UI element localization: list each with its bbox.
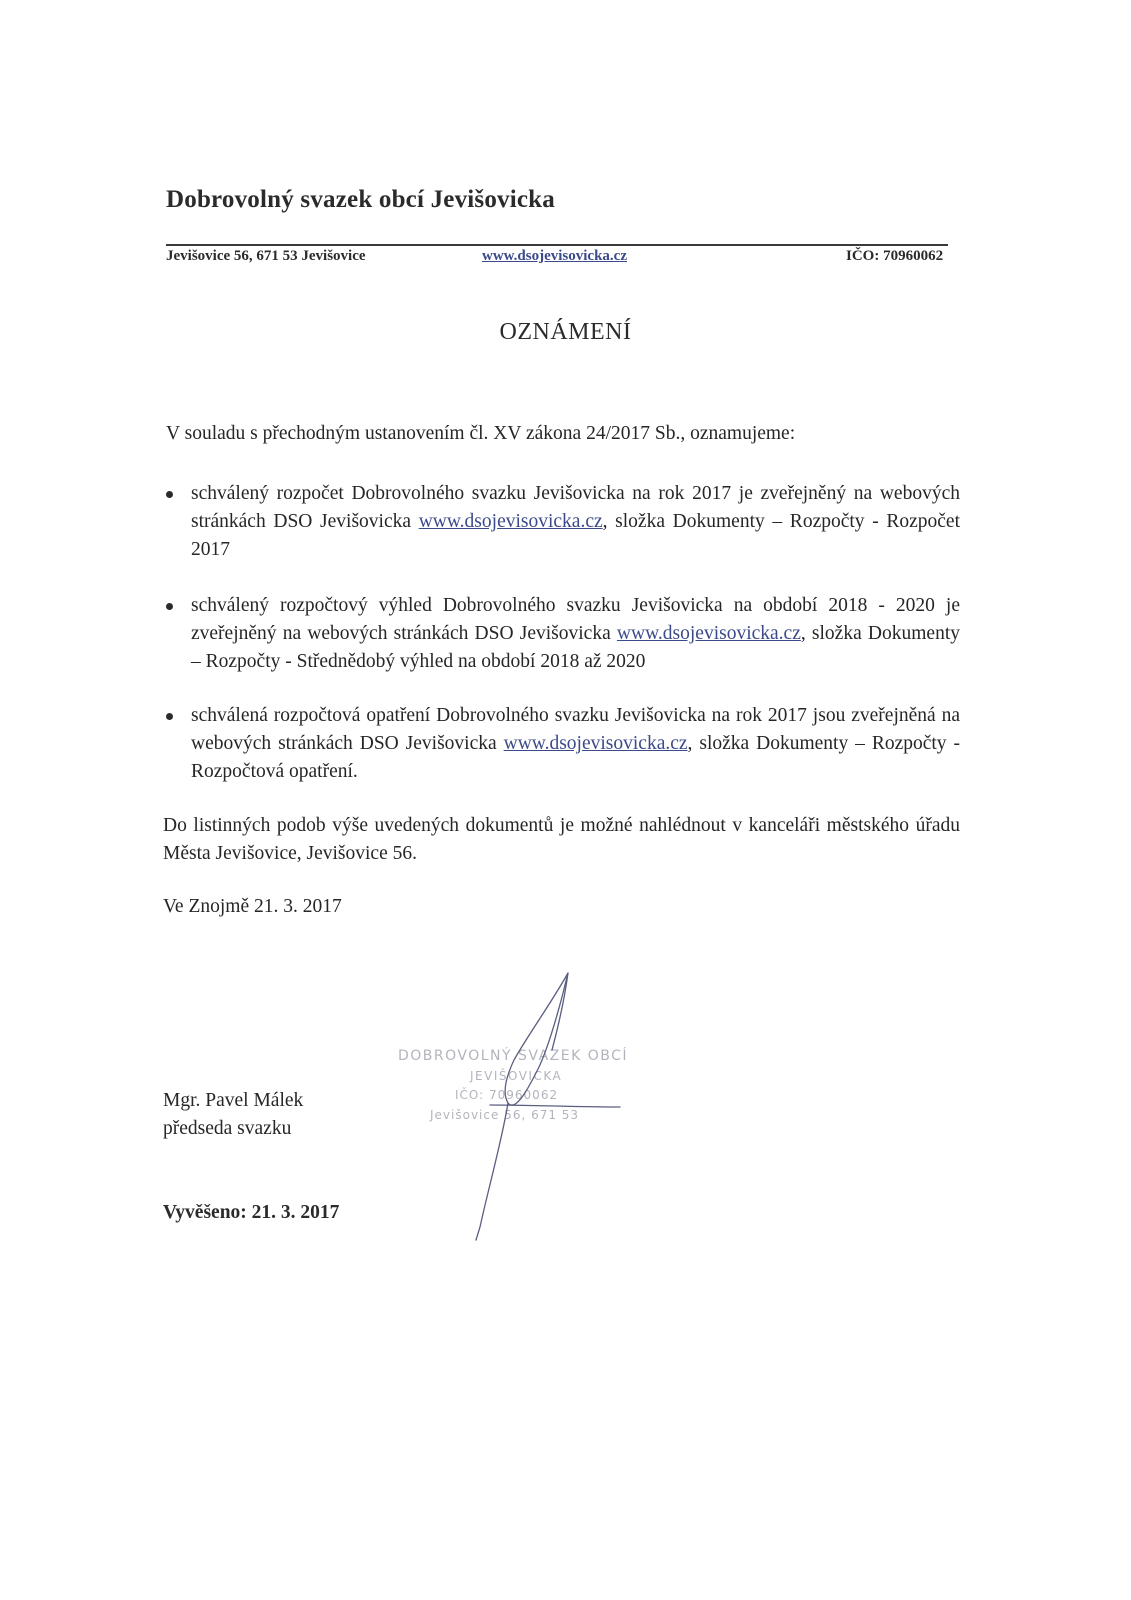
stamp [398,1047,628,1122]
organization-title: Dobrovolný svazek obcí Jevišovicka [166,186,555,213]
list-item [166,592,960,676]
list-item [166,480,960,564]
stamp-signature [390,965,660,1255]
list-item-text-before: schválená rozpočtová opatření Dobrovolného svazku Jevišovicka na rok 2017 jsou zveřejněná na webových stránkách DSO Jevišovicka [191,705,960,754]
website-link[interactable]: www.dsojevisovicka.cz [503,733,688,754]
list-item-text [191,702,960,786]
signer-name: Mgr. Pavel Málek [163,1090,304,1111]
website-link[interactable]: www.dsojevisovicka.cz [418,511,603,532]
list-item-text [191,480,960,564]
bullet-icon [166,491,173,498]
list-item-text-after: , složka Dokumenty – Rozpočty - Střednědobý výhled na období 2018 až 2020 [191,623,961,672]
list-item-text-after: , složka Dokumenty – Rozpočty - Rozpočet 2017 [191,511,961,560]
intro-paragraph: V souladu s přechodným ustanovením čl. XV zákona 24/2017 Sb., oznamujeme: [166,423,796,444]
header-ico: IČO: 70960062 [846,248,944,264]
list-item-text-before: schválený rozpočet Dobrovolného svazku Jevišovicka na rok 2017 je zveřejněný na webových stránkách DSO Jevišovicka [191,483,960,532]
document-title: OZNÁMENÍ [499,319,632,345]
bullet-icon [166,713,173,720]
signer-role: předseda svazku [163,1118,292,1139]
stamp-line-2: JEVIŠOVICKA [470,1069,563,1083]
list-item [166,702,960,786]
stamp-line-3: IČO: 70960062 [455,1088,559,1102]
list-item-text-after: , složka Dokumenty – Rozpočty - Rozpočtová opatření. [191,733,960,782]
closing-paragraph: Do listinných podob výše uvedených dokumentů je možné nahlédnout v kanceláři městského úřadu Města Jevišovice, Jevišovice 56. [163,815,960,864]
list-item-text-before: schválený rozpočtový výhled Dobrovolného svazku Jevišovicka na období 2018 - 2020 je zveřejněný na webových stránkách DSO Jevišovicka [191,595,960,644]
stamp-line-1: DOBROVOLNÝ SVAZEK OBCÍ [398,1048,629,1064]
list-item-text [191,592,960,676]
signature [476,973,620,1240]
place-date: Ve Znojmě 21. 3. 2017 [163,896,342,917]
header-divider [166,244,948,246]
website-link[interactable]: www.dsojevisovicka.cz [616,623,801,644]
bullet-icon [166,603,173,610]
header-address: Jevišovice 56, 671 53 Jevišovice [166,248,366,264]
stamp-line-4: Jevišovice 56, 671 53 [430,1108,580,1122]
header-website-link[interactable]: www.dsojevisovicka.cz [482,248,627,264]
posted-date: Vyvěšeno: 21. 3. 2017 [163,1202,340,1223]
